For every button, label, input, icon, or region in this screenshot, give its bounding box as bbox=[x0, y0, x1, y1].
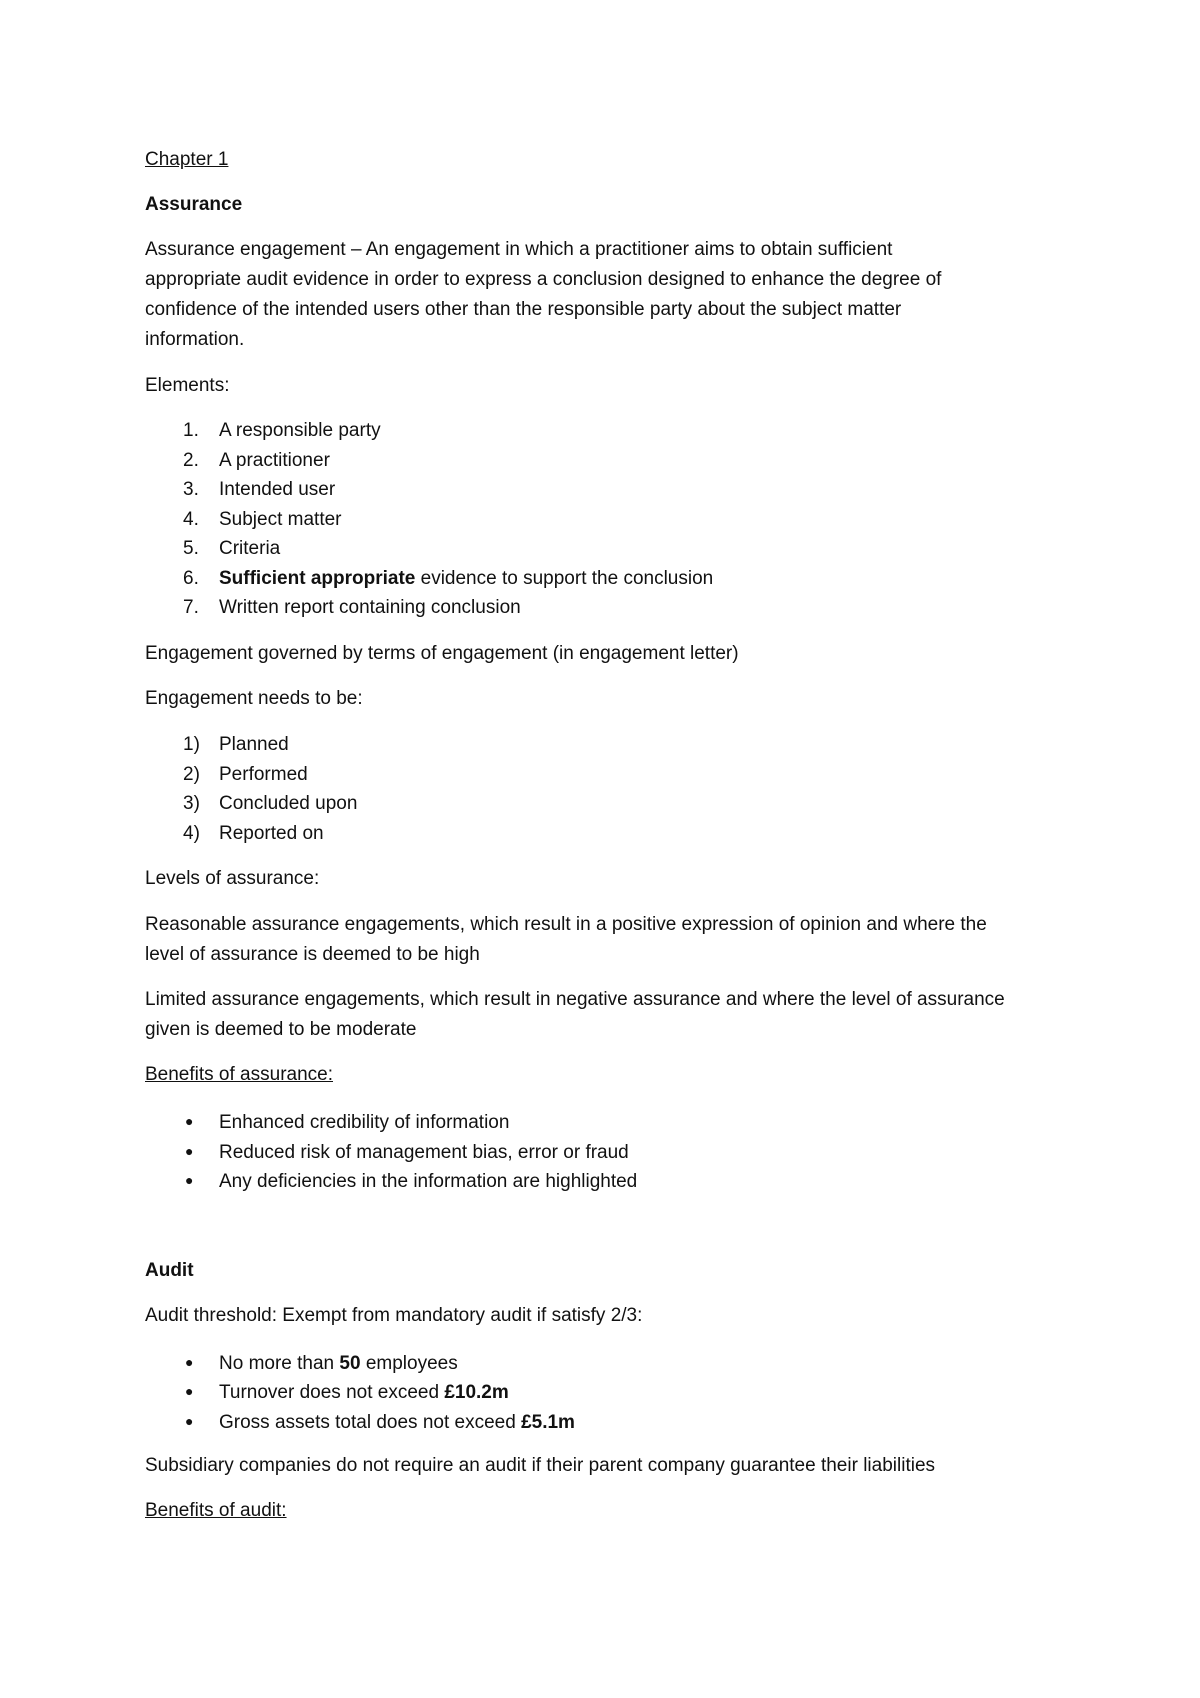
list-item-text: Subject matter bbox=[219, 509, 342, 530]
list-number: 1) bbox=[183, 734, 200, 755]
limited-line: Limited assurance engagements, which result in negative assurance and where the level of assurance bbox=[145, 989, 1005, 1010]
needs-label: Engagement needs to be: bbox=[145, 688, 363, 709]
needs-list-item bbox=[145, 822, 324, 846]
elements-list-item bbox=[145, 537, 280, 561]
bullet-bold-text: £5.1m bbox=[521, 1412, 575, 1433]
elements-list-item bbox=[145, 419, 381, 443]
bullet-item bbox=[145, 1379, 509, 1405]
bullet-item bbox=[145, 1350, 458, 1376]
bullet-icon: ● bbox=[185, 1413, 194, 1429]
list-number: 3) bbox=[183, 793, 200, 814]
definition-line: information. bbox=[145, 329, 245, 350]
list-number: 1. bbox=[183, 420, 199, 441]
needs-list-item bbox=[145, 792, 357, 816]
list-number: 6. bbox=[183, 568, 199, 589]
bullet-bold-text: £10.2m bbox=[444, 1382, 509, 1403]
list-number: 4) bbox=[183, 823, 200, 844]
list-item-text: Written report containing conclusion bbox=[219, 597, 521, 618]
bullet-icon: ● bbox=[185, 1113, 194, 1129]
chapter-title: Chapter 1 bbox=[145, 149, 229, 170]
assurance-heading: Assurance bbox=[145, 194, 243, 215]
limited-line: given is deemed to be moderate bbox=[145, 1019, 417, 1040]
list-item-text: A practitioner bbox=[219, 450, 330, 471]
list-number: 2) bbox=[183, 764, 200, 785]
elements-list-item bbox=[145, 449, 330, 473]
list-item-text: Intended user bbox=[219, 479, 336, 500]
elements-label: Elements: bbox=[145, 375, 230, 396]
bullet-text: Enhanced credibility of information bbox=[219, 1112, 510, 1133]
elements-list-item bbox=[145, 567, 713, 591]
list-number: 7. bbox=[183, 597, 199, 618]
definition-line: confidence of the intended users other than the responsible party about the subject matter bbox=[145, 299, 902, 320]
list-number: 3. bbox=[183, 479, 199, 500]
bullet-text: Turnover does not exceed bbox=[219, 1382, 445, 1403]
bullet-text: No more than bbox=[219, 1353, 340, 1374]
governed-text: Engagement governed by terms of engagement (in engagement letter) bbox=[145, 643, 739, 664]
benefits-of-audit-label: Benefits of audit: bbox=[145, 1500, 287, 1521]
bullet-item bbox=[145, 1168, 637, 1194]
list-item-text: evidence to support the conclusion bbox=[415, 568, 714, 589]
bullet-icon: ● bbox=[185, 1143, 194, 1159]
bullet-icon: ● bbox=[185, 1383, 194, 1399]
elements-list-item bbox=[145, 508, 342, 532]
threshold-text: Audit threshold: Exempt from mandatory audit if satisfy 2/3: bbox=[145, 1305, 643, 1326]
list-item-text: Criteria bbox=[219, 538, 281, 559]
audit-heading: Audit bbox=[145, 1260, 194, 1281]
levels-label: Levels of assurance: bbox=[145, 868, 320, 889]
list-item-text: Concluded upon bbox=[219, 793, 358, 814]
reasonable-line: Reasonable assurance engagements, which result in a positive expression of opinion and where the bbox=[145, 914, 987, 935]
list-number: 2. bbox=[183, 450, 199, 471]
bullet-item bbox=[145, 1409, 575, 1435]
bullet-text: employees bbox=[360, 1353, 458, 1374]
definition-line: Assurance engagement – An engagement in which a practitioner aims to obtain sufficient bbox=[145, 239, 893, 260]
list-number: 5. bbox=[183, 538, 199, 559]
subsidiary-text: Subsidiary companies do not require an audit if their parent company guarantee their liabilities bbox=[145, 1455, 936, 1476]
needs-list-item bbox=[145, 763, 308, 787]
bullet-item bbox=[145, 1139, 629, 1165]
bullet-text: Reduced risk of management bias, error or fraud bbox=[219, 1142, 629, 1163]
bullet-item bbox=[145, 1109, 509, 1135]
bullet-text: Gross assets total does not exceed bbox=[219, 1412, 522, 1433]
elements-list-item bbox=[145, 596, 521, 620]
list-item-text: Reported on bbox=[219, 823, 324, 844]
elements-list-item bbox=[145, 478, 335, 502]
reasonable-line: level of assurance is deemed to be high bbox=[145, 944, 480, 965]
list-item-text: A responsible party bbox=[219, 420, 381, 441]
bullet-icon: ● bbox=[185, 1354, 194, 1370]
needs-list-item bbox=[145, 733, 289, 757]
bullet-bold-text: 50 bbox=[339, 1353, 361, 1374]
list-item-text: Planned bbox=[219, 734, 289, 755]
bullet-text: Any deficiencies in the information are highlighted bbox=[219, 1171, 638, 1192]
bullet-icon: ● bbox=[185, 1172, 194, 1188]
list-number: 4. bbox=[183, 509, 199, 530]
benefits-of-assurance-label: Benefits of assurance: bbox=[145, 1064, 333, 1085]
list-item-text: Performed bbox=[219, 764, 308, 785]
definition-line: appropriate audit evidence in order to express a conclusion designed to enhance the degree of bbox=[145, 269, 942, 290]
list-item-bold-text: Sufficient appropriate bbox=[219, 568, 416, 589]
